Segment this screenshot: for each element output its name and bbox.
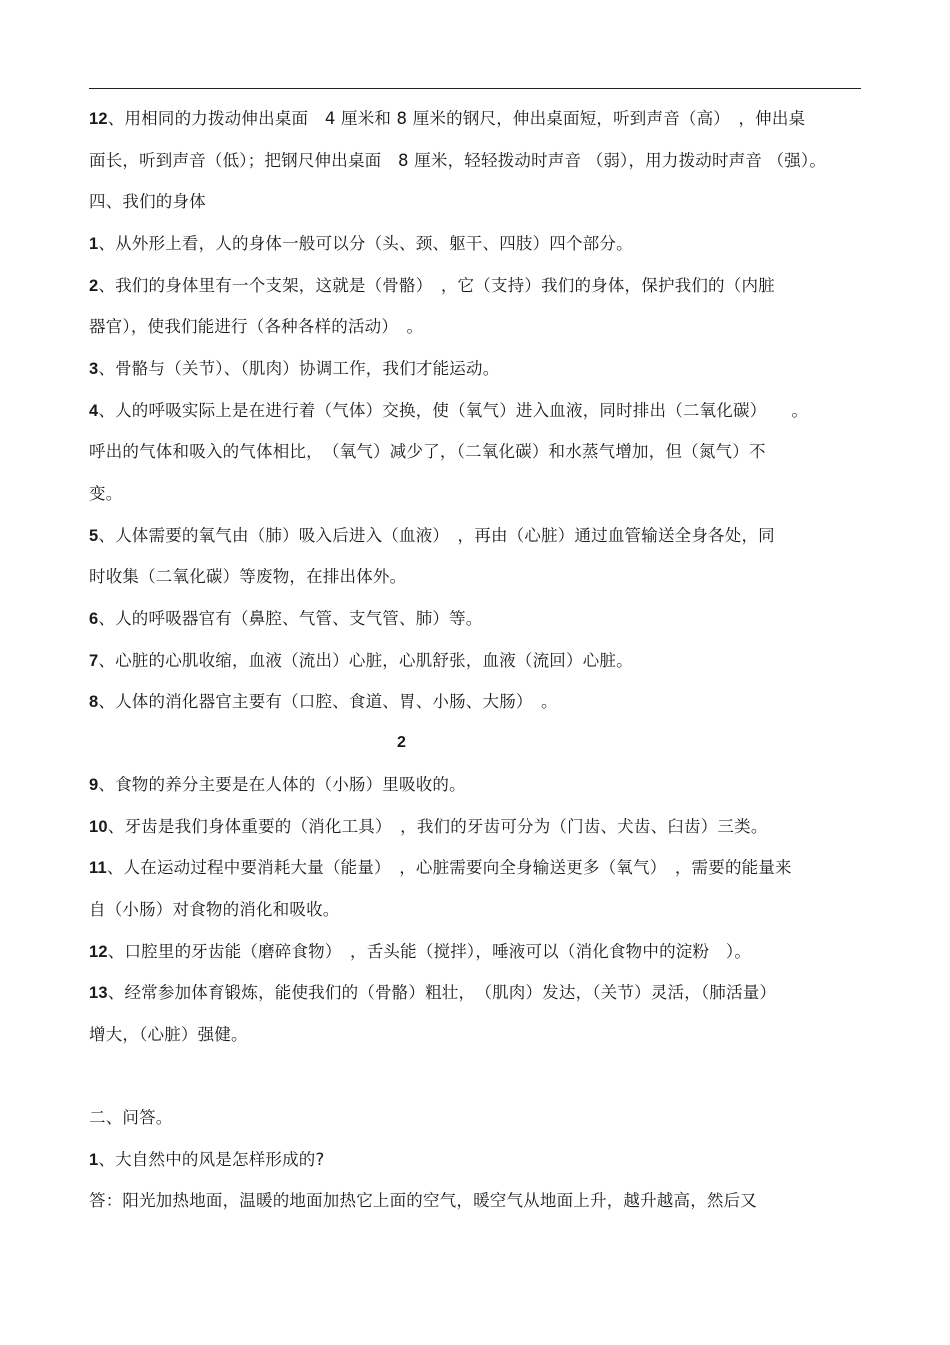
question-line: 1、大自然中的风是怎样形成的? <box>89 1150 325 1169</box>
section-heading: 二、问答。 <box>89 1108 173 1127</box>
text-line: 5、人体需要的氧气由（肺）吸入后进入（血液） ，再由（心脏）通过血管输送全身各处，同 <box>89 526 775 545</box>
text-line: 1、从外形上看，人的身体一般可以分（头、颈、躯干、四肢）四个部分。 <box>89 234 633 253</box>
text-line: 面长，听到声音（低）；把钢尺伸出桌面 8 厘米，轻轻拨动时声音 （弱），用力拨动时声音 （强）。 <box>89 151 827 170</box>
text-line: 9、食物的养分主要是在人体的（小肠）里吸收的。 <box>89 775 466 794</box>
text-line: 自（小肠）对食物的消化和吸收。 <box>89 900 340 919</box>
text-line: 12、用相同的力拨动伸出桌面 4 厘米和 8 厘米的钢尺，伸出桌面短，听到声音（高） ，伸出桌 <box>89 109 806 128</box>
text-line: 11、人在运动过程中要消耗大量（能量） ，心脏需要向全身输送更多（氧气） ，需要的能量来 <box>89 858 792 877</box>
text-line: 8、人体的消化器官主要有（口腔、食道、胃、小肠、大肠） 。 <box>89 692 558 711</box>
text-line: 增大，（心脏）强健。 <box>89 1025 248 1044</box>
text-line: 10、牙齿是我们身体重要的（消化工具） ，我们的牙齿可分为（门齿、犬齿、臼齿）三类。 <box>89 817 768 836</box>
text-line: 呼出的气体和吸入的气体相比， （氧气）减少了，（二氧化碳）和水蒸气增加，但（氮气）不 <box>89 442 766 461</box>
text-line: 6、人的呼吸器官有（鼻腔、气管、支气管、肺）等。 <box>89 609 483 628</box>
text-line: 时收集（二氧化碳）等废物，在排出体外。 <box>89 567 407 586</box>
text-line: 变。 <box>89 484 123 503</box>
page-number: 2 <box>397 734 406 751</box>
answer-line: 答：阳光加热地面，温暖的地面加热它上面的空气，暖空气从地面上升，越升越高，然后又 <box>89 1191 757 1210</box>
header-rule <box>89 88 861 89</box>
text-line: 7、心脏的心肌收缩，血液（流出）心脏，心肌舒张，血液（流回）心脏。 <box>89 651 633 670</box>
text-line: 3、骨骼与（关节）、（肌肉）协调工作，我们才能运动。 <box>89 359 500 378</box>
text-line: 13、经常参加体育锻炼，能使我们的（骨骼）粗壮， （肌肉）发达，（关节）灵活，（肺活量） <box>89 983 777 1002</box>
text-line: 器官），使我们能进行（各种各样的活动） 。 <box>89 317 424 336</box>
text-line: 2、我们的身体里有一个支架，这就是（骨骼） ，它（支持）我们的身体，保护我们的（内脏 <box>89 276 775 295</box>
text-line: 12、口腔里的牙齿能（磨碎食物） ，舌头能（搅拌），唾液可以（消化食物中的淀粉 ）。 <box>89 942 752 961</box>
text-line: 4、人的呼吸实际上是在进行着（气体）交换，使（氧气）进入血液，同时排出（二氧化碳） 。 <box>89 401 809 420</box>
section-heading: 四、我们的身体 <box>89 192 206 211</box>
